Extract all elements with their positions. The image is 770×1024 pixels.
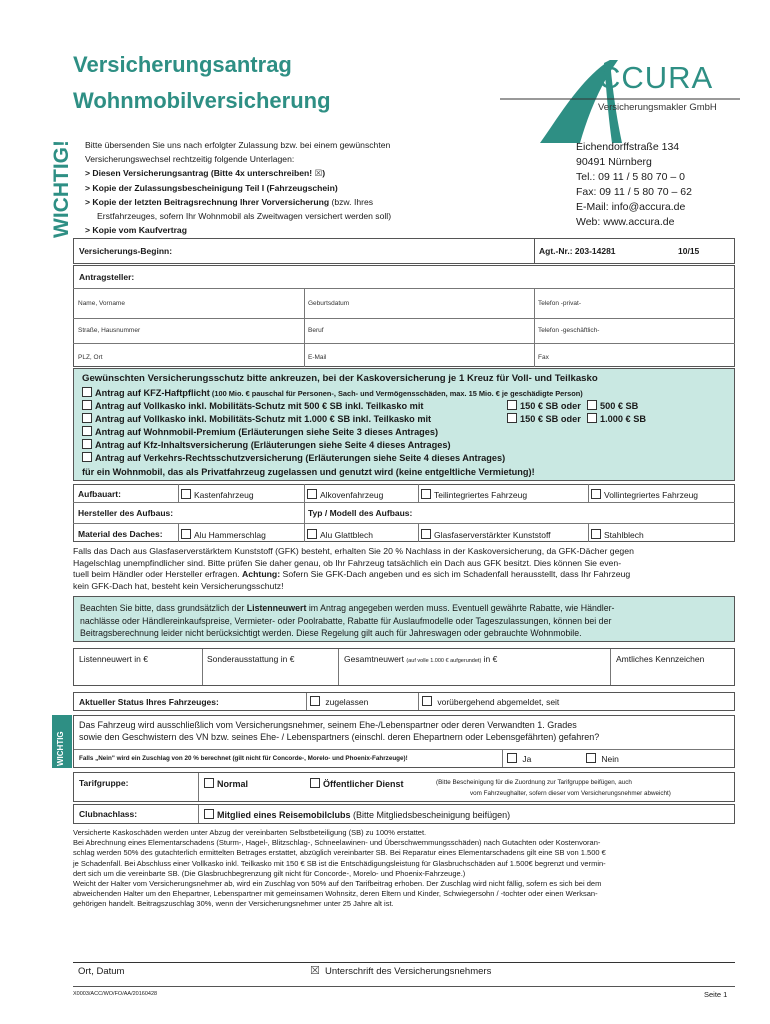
checkbox[interactable] [82,413,92,423]
field-phone-private[interactable]: Telefon -privat- [538,300,581,307]
field-profession[interactable]: Beruf [308,327,324,334]
status-zugelassen[interactable]: zugelassen [310,696,368,709]
wichtig-label: WICHTIG! [50,140,73,238]
coverage-title: Gewünschten Versicherungsschutz bitte ankreuzen, bei der Kaskoversicherung je 1 Kreuz für Voll- und Teilkasko [82,373,598,384]
field-phone-business[interactable]: Telefon -geschäftlich- [538,327,600,334]
checkbox[interactable] [181,489,191,499]
address-block [576,140,692,230]
driver-nein[interactable]: Nein [586,753,619,766]
field-fax[interactable]: Fax [538,354,549,361]
driver-section [73,715,735,768]
checkbox[interactable] [587,400,597,410]
checkbox[interactable] [587,413,597,423]
checkbox[interactable] [507,413,517,423]
status-label: Aktueller Status Ihres Fahrzeuges: [79,697,219,707]
wichtig-tab [52,715,72,768]
page-number: Seite 1 [704,990,728,999]
sign-check-icon: ☒ [310,965,320,977]
driver-note: Falls „Nein" wird ein Zuschlag von 20 % berechnet (gilt nicht für Concorde-, Morelo- und Phoenix-Fahrzeuge)! [79,755,408,762]
intro-item: > Diesen Versicherungsantrag (Bitte 4x unterschreiben! ☒) [85,168,326,179]
tarif-note-2: vom Fahrzeughalter, sofern dieser vom Versicherungsnehmer abweicht) [470,790,671,797]
doc-code: X0003/ACC/WO/FO/AA/20160428 [73,991,158,997]
club-label: Clubnachlass: [79,809,138,819]
wichtig-tab-label: WICHTIG [56,731,65,766]
driver-question: sowie den Geschwistern des VN bzw. seines Ehe- / Lebenspartners (einschl. deren Ehepartnern oder Lebensgefährten) gefahren? [79,731,600,742]
checkbox[interactable] [82,400,92,410]
checkbox[interactable] [82,452,92,462]
intro-line: Versicherungswechsel rechtzeitig folgende Unterlagen: [85,154,295,165]
type-alkoven[interactable]: Alkovenfahrzeug [307,489,383,502]
checkbox[interactable] [421,529,431,539]
title-line1: Versicherungsantrag [73,52,292,77]
checkbox[interactable] [422,696,432,706]
field-name[interactable]: Name, Vorname [78,300,125,307]
tarif-normal[interactable]: Normal [204,778,248,789]
checkbox[interactable] [586,753,596,763]
driver-ja[interactable]: Ja [507,753,531,766]
coverage-opt-haftpflicht[interactable]: Antrag auf KFZ-Haftpflicht (100 Mio. € pauschal für Personen-, Sach- und Vermögensschäden, max. 15 Mio. € je geschädigte Person) [82,387,583,401]
hersteller-label[interactable]: Hersteller des Aufbaus: [78,508,174,518]
begin-row [73,238,735,264]
status-abgemeldet[interactable]: vorübergehend abgemeldet, seit [422,696,559,709]
checkbox[interactable] [82,439,92,449]
checkbox[interactable] [204,809,214,819]
checkbox[interactable] [591,489,601,499]
checkbox[interactable] [307,489,317,499]
logo-subtitle: Versicherungsmakler GmbH [598,102,717,113]
aufbauart-label: Aufbauart: [78,489,121,499]
sonderausstattung-field[interactable]: Sonderausstattung in € [207,654,295,664]
coverage-footer: für ein Wohnmobil, das als Privatfahrzeug zugelassen und genutzt wird (keine entgeltliche Vermietung)! [82,467,535,477]
type-vollintegriert[interactable]: Vollintegriertes Fahrzeug [591,489,698,502]
ort-datum-line[interactable] [73,962,313,963]
checkbox[interactable] [181,529,191,539]
checkbox[interactable] [204,778,214,788]
intro-item: > Kopie der letzten Beitragsrechnung Ihrer Vorversicherung (bzw. Ihres [85,196,374,207]
typ-label[interactable]: Typ / Modell des Aufbaus: [308,508,413,518]
logo-text: CCURA [598,60,714,95]
material-label: Material des Daches: [78,529,163,539]
intro-item-cont: Erstfahrzeuges, sofern Ihr Wohnmobil als Zweitwagen versichert werden soll) [97,211,392,222]
coverage-opt-vollkasko-500[interactable]: Antrag auf Vollkasko inkl. Mobilitäts-Schutz mit 500 € SB inkl. Teilkasko mit 150 € SB oder 500 € SB [82,400,732,413]
address-web[interactable]: Web: www.accura.de [576,216,675,228]
coverage-opt-inhalt[interactable]: Antrag auf Kfz-Inhaltsversicherung (Erläuterungen siehe Seite 4 dieses Antrages) [82,439,451,452]
intro-line: Bitte übersenden Sie uns nach erfolgter Zulassung bzw. bei einem gewünschten [85,140,391,150]
type-teilintegriert[interactable]: Teilintegriertes Fahrzeug [421,489,527,502]
tarif-label: Tarifgruppe: [79,778,129,788]
checkbox[interactable] [421,489,431,499]
material-glattblech[interactable]: Alu Glattblech [307,529,373,542]
field-email[interactable]: E-Mail [308,354,327,361]
footer-text: Versicherte Kaskoschäden werden unter Abzug der vereinbarten Selbstbeteiligung (SB) zu 100% erstattet. Bei Abrechnung eines Elementarschadens (Sturm-, Hagel-, Blitzschlag-, Schneelawinen- und Überschwemmungsschäden) nach Gutachten oder Kostenvoran- schlag werden 50% des gutachterlich ermittelten Betrages erstattet, abzüglich vereinbarter SB. Bei Reparatur eines Elementarschadens gilt eine SB von 1.500 € je Schadenfall. Bei Abschluss einer Vollkasko inkl. Teilkasko mit 150 € SB ist die Entschädigungsleistung für Glasbruchschäden auf 1.500€ begrenzt und vermin- dert sich um die vereinbarte SB. (Die Glasbruchbegrenzung gilt nicht für Concorde-, Morelo- und Phoenix-Fahrzeuge.) Weicht der Halter vom Versicherungsnehmer ab, wird ein Zuschlag von 50% auf den Tarifbeitrag erhoben. Der Zuschlag wird nicht fällig, sofern es sich bei dem abweichenden Halter um den Ehepartner, Lebenspartner mit gemeinsamen Wohnsitz, deren Eltern und Kinder, Schwiegersohn / -tochter oder einen Werksan- gehörigen handelt. Beitragszuschlag 30%, wenn der Versicherungsnehmer unter 25 Jahre alt ist. [73,828,606,909]
checkbox[interactable] [310,696,320,706]
kennzeichen-field[interactable]: Amtliches Kennzeichen [616,654,705,664]
coverage-opt-premium[interactable]: Antrag auf Wohnmobil-Premium (Erläuterungen siehe Seite 3 dieses Antrages) [82,426,438,439]
applicant-title: Antragsteller: [79,272,135,282]
coverage-opt-rechtsschutz[interactable]: Antrag auf Verkehrs-Rechtsschutzversicherung (Erläuterungen siehe Seite 4 dieses Antrages) [82,452,505,465]
tarif-note-1: (Bitte Bescheinigung für die Zuordnung zur Tarifgruppe beifügen, auch [436,779,632,786]
field-street[interactable]: Straße, Hausnummer [78,327,141,334]
tarif-oeffentlich[interactable]: Öffentlicher Dienst [310,778,404,789]
ort-datum-label: Ort, Datum [78,966,125,977]
type-kasten[interactable]: Kastenfahrzeug [181,489,254,502]
listenneuwert-field[interactable]: Listenneuwert in € [79,654,148,664]
title-line2: Wohnmobilversicherung [73,88,331,113]
values-row [73,648,735,686]
checkbox[interactable] [82,426,92,436]
gfk-text: Falls das Dach aus Glasfaserverstärktem Kunststoff (GFK) besteht, erhalten Sie 20 % Nachlass in der Kaskoversicherung, da GFK-Dächer gegen Hagelschlag unempfindlicher sind. Bitte prüfen Sie daher genau, ob Ihr Fahrzeug tatsächlich ein Dach aus GFK besitzt. Dies können Sie even- tuell beim Händler oder Hersteller erfragen. Achtung: Sofern Sie GFK-Dach angeben und es sich im Schadenfall herausstellt, dass Ihr Fahrzeug kein GFK-Dach hat, besteht kein Versicherungsschutz! [73,546,634,591]
address-fax: Fax: 09 11 / 5 80 70 – 62 [576,186,692,198]
field-city[interactable]: PLZ, Ort [78,354,103,361]
address-street: Eichendorffstraße 134 [576,141,680,153]
address-tel: Tel.: 09 11 / 5 80 70 – 0 [576,171,685,183]
club-option[interactable]: Mitglied eines Reisemobilclubs (Bitte Mitgliedsbescheinigung beifügen) [204,809,510,820]
status-row [73,692,735,711]
address-city: 90491 Nürnberg [576,156,652,168]
intro-item: > Kopie vom Kaufvertrag [85,225,187,236]
coverage-opt-vollkasko-1000[interactable]: Antrag auf Vollkasko inkl. Mobilitäts-Schutz mit 1.000 € SB inkl. Teilkasko mit 150 € SB oder 1.000 € SB [82,413,732,426]
checkbox[interactable] [507,400,517,410]
signature-line[interactable] [308,962,735,963]
driver-question: Das Fahrzeug wird ausschließlich vom Versicherungsnehmer, seinem Ehe-/Lebenspartner oder deren Verwandten 1. Grades [79,720,577,730]
applicant-section [73,265,735,367]
intro-text [85,138,525,237]
field-birthdate[interactable]: Geburtsdatum [308,300,350,307]
checkbox[interactable] [591,529,601,539]
begin-label: Versicherungs-Beginn: [79,246,173,256]
gesamtneuwert-field[interactable]: Gesamtneuwert (auf volle 1.000 € aufgerundet) in € [344,654,498,664]
checkbox[interactable] [310,778,320,788]
club-row [73,804,735,824]
agent-number: Agt.-Nr.: 203-14281 [539,246,616,256]
material-stahlblech[interactable]: Stahlblech [591,529,644,542]
intro-item: > Kopie der Zulassungsbescheinigung Teil I (Fahrzeugschein) [85,182,338,193]
material-hammerschlag[interactable]: Alu Hammerschlag [181,529,266,542]
sign-check-icon: ☒ [314,168,323,179]
address-email[interactable]: E-Mail: info@accura.de [576,201,686,213]
material-gfk[interactable]: Glasfaserverstärkter Kunststoff [421,529,551,542]
signature-label: Unterschrift des Versicherungsnehmers [325,966,492,977]
checkbox[interactable] [307,529,317,539]
checkbox[interactable] [507,753,517,763]
tarif-row [73,772,735,802]
coverage-section [73,368,735,481]
checkbox[interactable] [82,387,92,397]
begin-date[interactable]: 10/15 [678,246,700,256]
notice-box: Beachten Sie bitte, dass grundsätzlich der Listenneuwert im Antrag angegeben werden muss. Eventuell gewährte Rabatte, wie Händler- nachlässe oder Händlereinkaufspreise, Vermieter- oder Poolrabatte, Rabatte für Auslaufmodelle oder Tageszulassungen, können bei der Beitragsberechnung leider nicht berücksichtigt werden. Diese Regelung gilt auch für Jahreswagen oder gebrauchte Wohnmobile. [73,596,735,642]
